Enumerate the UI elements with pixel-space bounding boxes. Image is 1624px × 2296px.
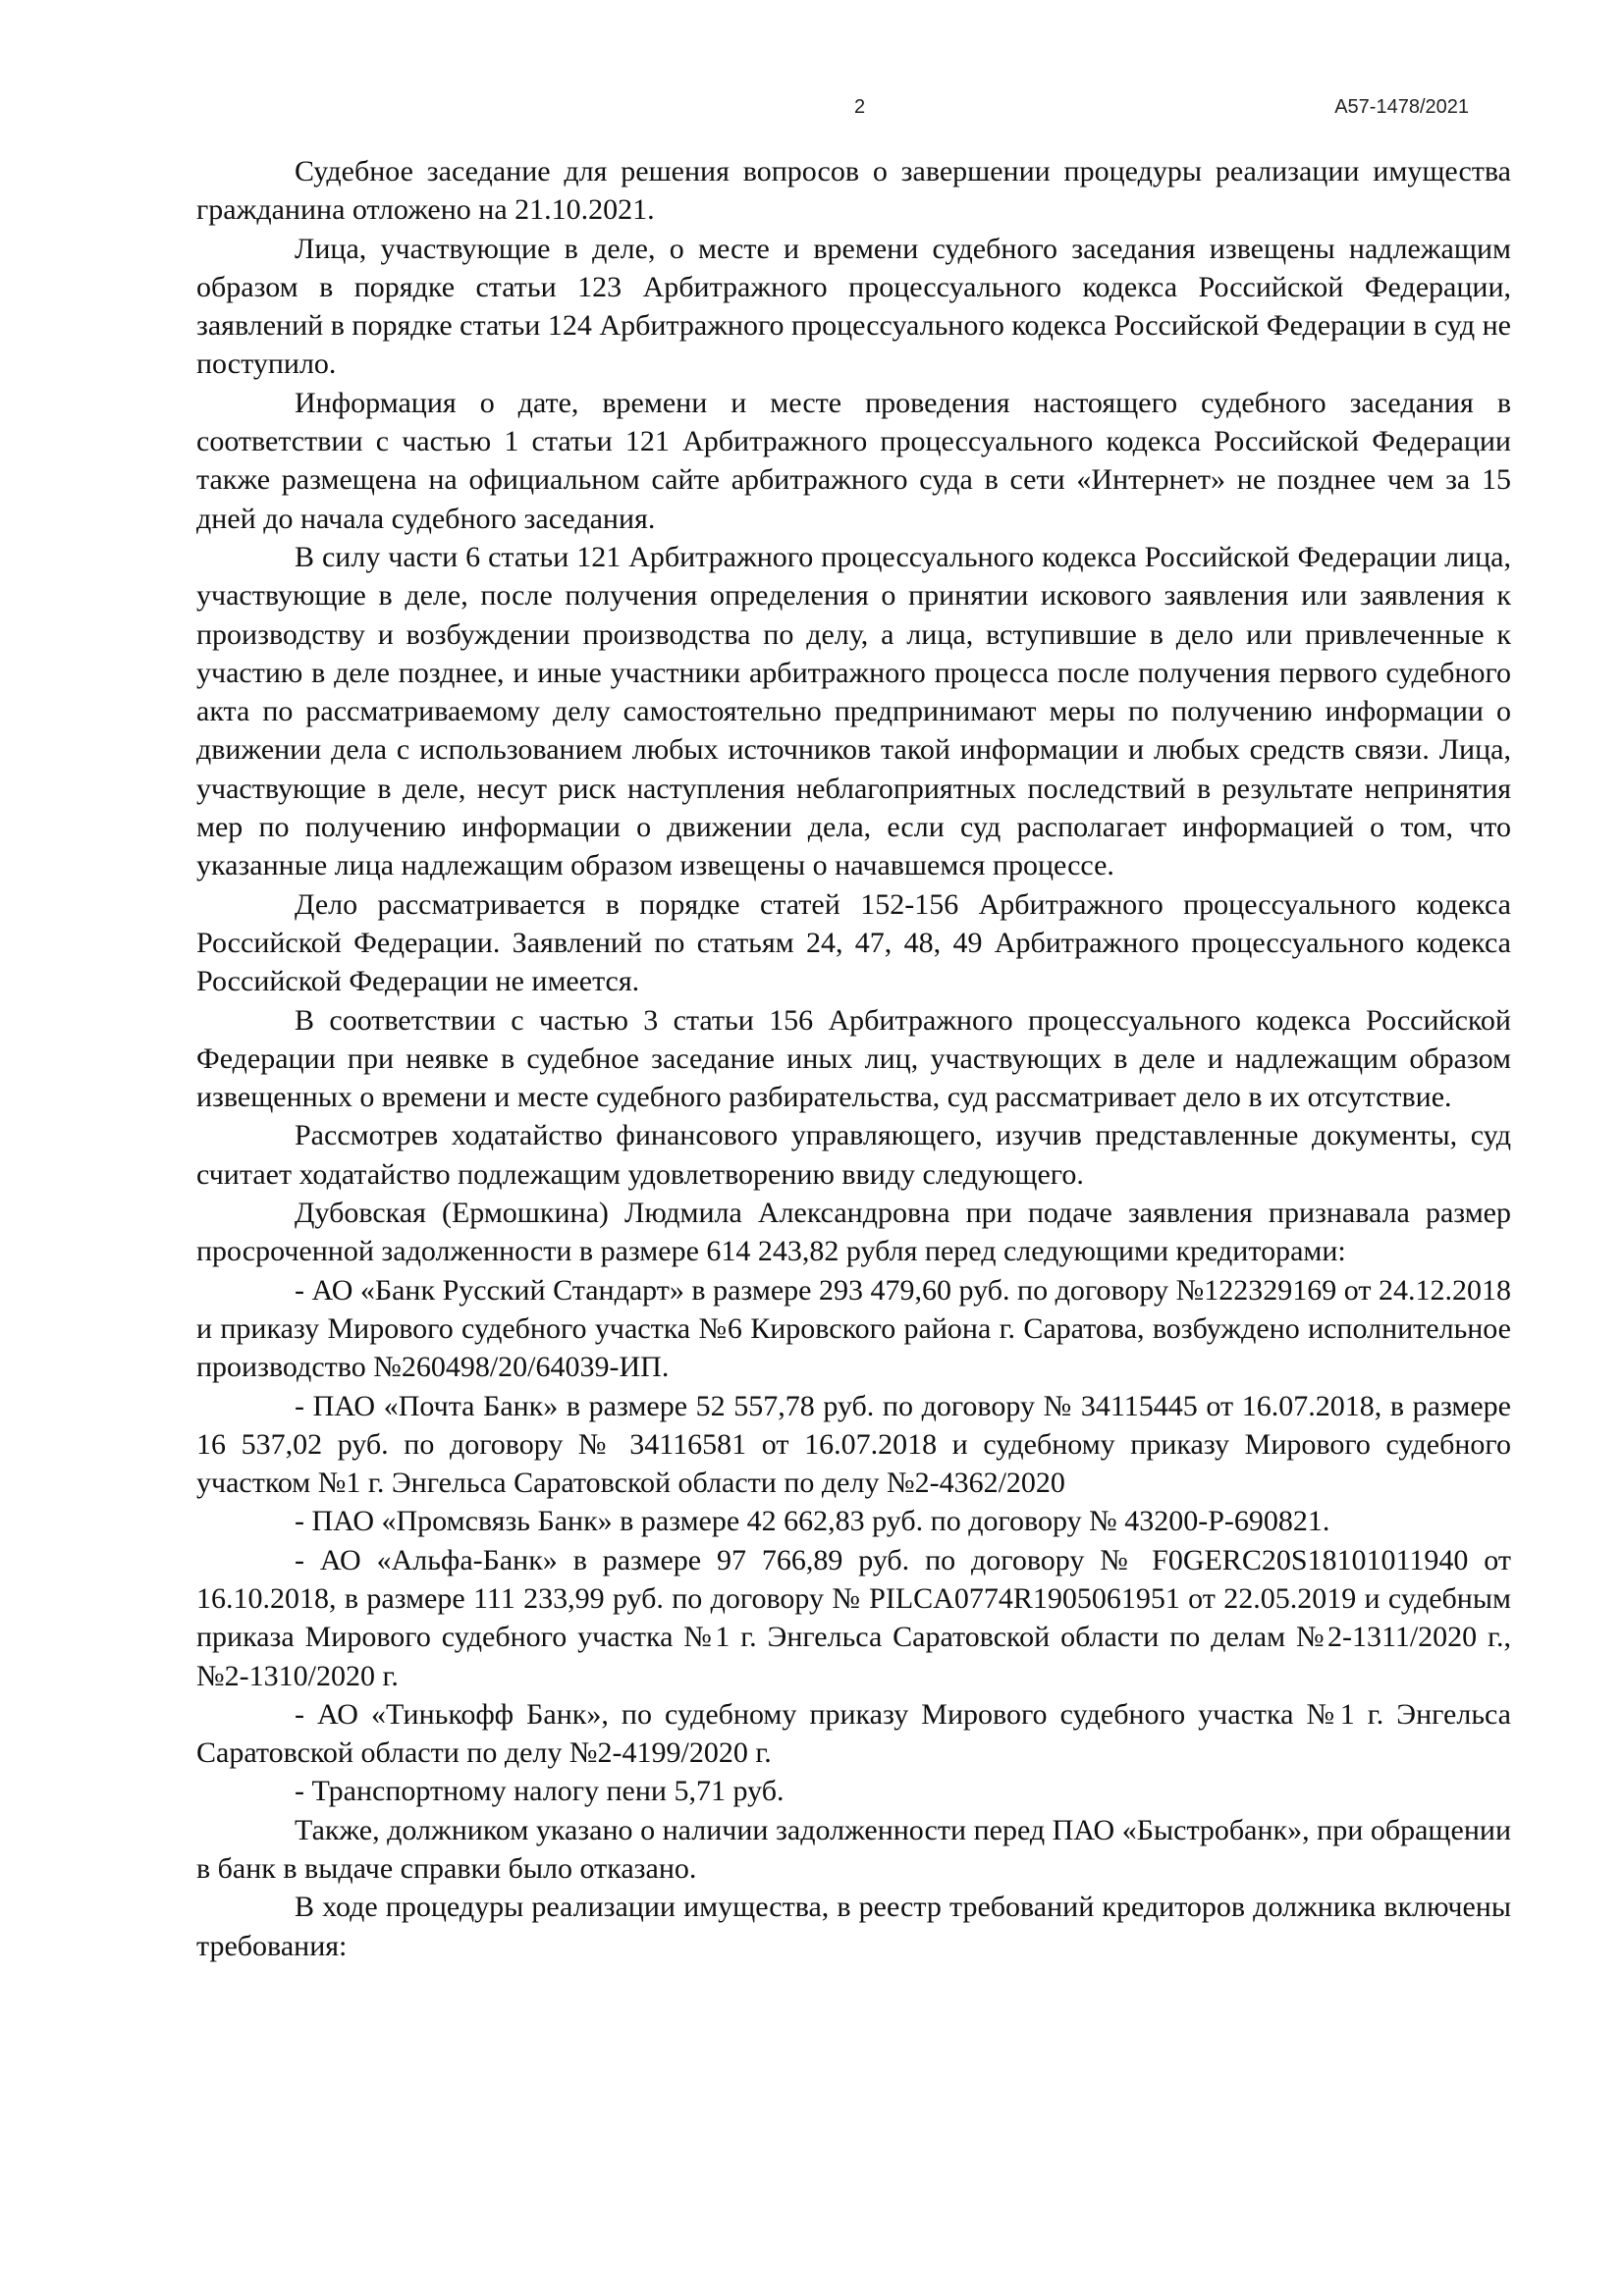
creditor-item: - Транспортному налогу пени 5,71 руб.	[295, 1775, 785, 1808]
paragraph: Информация о дате, времени и месте проведения настоящего судебного заседания в соответствии с частью 1 статьи 121 Арбитражного процессуального кодекса Российской Федерации также размещена на официальном сайте арбитражного суда в сети «Интернет» не позднее чем за 15 дней до начала судебного заседания.	[196, 386, 1511, 535]
document-body	[196, 152, 1511, 1965]
paragraph: Рассмотрев ходатайство финансового управляющего, изучив представленные документы, суд считает ходатайство подлежащим удовлетворению ввиду следующего.	[196, 1119, 1511, 1191]
creditor-item: - ПАО «Промсвязь Банк» в размере 42 662,83 руб. по договору № 43200-Р-690821.	[295, 1505, 1330, 1538]
case-number: А57-1478/2021	[1334, 96, 1469, 118]
paragraph: Судебное заседание для решения вопросов о завершении процедуры реализации имущества гражданина отложено на 21.10.2021.	[196, 155, 1511, 227]
creditor-item: - АО «Банк Русский Стандарт» в размере 293 479,60 руб. по договору №122329169 от 24.12.2018 и приказу Мирового судебного участка №6 Кировского района г. Саратова, возбуждено исполнительное производство №260498/20/64039-ИП.	[196, 1273, 1511, 1384]
creditor-item: - ПАО «Почта Банк» в размере 52 557,78 руб. по договору № 34115445 от 16.07.2018, в размере 16 537,02 руб. по договору № 34116581 от 16.07.2018 и судебному приказу Мирового судебного участком №1 г. Энгельса Саратовской области по делу №2-4362/2020	[196, 1389, 1511, 1500]
paragraph: Дубовская (Ермошкина) Людмила Александровна при подаче заявления признавала размер просроченной задолженности в размере 614 243,82 рубля перед следующими кредиторами:	[196, 1197, 1511, 1268]
paragraph: В соответствии с частью 3 статьи 156 Арбитражного процессуального кодекса Российской Федерации при неявке в судебное заседание иных лиц, участвующих в деле и надлежащим образом извещенных о времени и месте судебного разбирательства, суд рассматривает дело в их отсутствие.	[196, 1003, 1511, 1114]
paragraph: В силу части 6 статьи 121 Арбитражного процессуального кодекса Российской Федерации лица, участвующие в деле, после получения определения о принятии искового заявления или заявления к производству и возбуждении производства по делу, а лица, вступившие в дело или привлеченные к участию в деле позднее, и иные участники арбитражного процесса после получения первого судебного акта по рассматриваемому делу самостоятельно предпринимают меры по получению информации о движении дела с использованием любых источников такой информации и любых средств связи. Лица, участвующие в деле, несут риск наступления неблагоприятных последствий в результате непринятия мер по получению информации о движении дела, если суд располагает информацией о том, что указанные лица надлежащим образом извещены о начавшемся процессе.	[196, 540, 1511, 882]
creditor-item: - АО «Тинькофф Банк», по судебному приказу Мирового судебного участка №1 г. Энгельса Саратовской области по делу №2-4199/2020 г.	[196, 1697, 1511, 1770]
paragraph: В ходе процедуры реализации имущества, в реестр требований кредиторов должника включены требования:	[196, 1891, 1511, 1962]
page-number: 2	[854, 96, 866, 118]
paragraph: Лица, участвующие в деле, о месте и времени судебного заседания извещены надлежащим образом в порядке статьи 123 Арбитражного процессуального кодекса Российской Федерации, заявлений в порядке статьи 124 Арбитражного процессуального кодекса Российской Федерации в суд не поступило.	[196, 232, 1511, 381]
creditor-item: - АО «Альфа-Банк» в размере 97 766,89 руб. по договору № F0GERC20S18101011940 от 16.10.2018, в размере 111 233,99 руб. по договору № PILCA0774R1905061951 от 22.05.2019 и судебным приказа Мирового судебного участка №1 г. Энгельса Саратовской области по делам №2-1311/2020 г., №2-1310/2020 г.	[196, 1543, 1511, 1692]
paragraph: Дело рассматривается в порядке статей 152-156 Арбитражного процессуального кодекса Российской Федерации. Заявлений по статьям 24, 47, 48, 49 Арбитражного процессуального кодекса Российской Федерации не имеется.	[196, 887, 1511, 998]
paragraph: Также, должником указано о наличии задолженности перед ПАО «Быстробанк», при обращении в банк в выдаче справки было отказано.	[196, 1813, 1511, 1886]
page-header	[0, 96, 1624, 126]
